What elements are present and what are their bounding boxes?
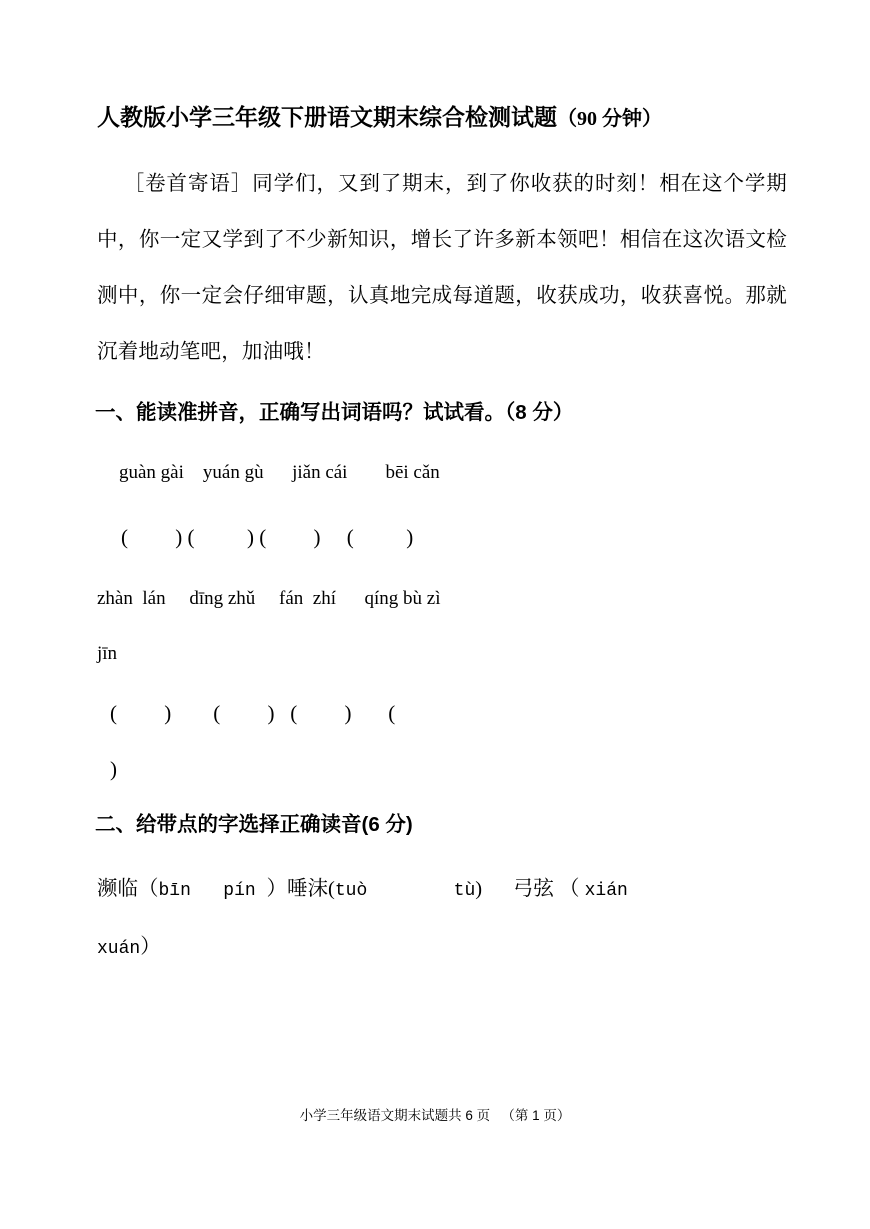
- page-title-duration: （90 分钟）: [557, 108, 662, 130]
- question-choice-1[interactable]: bīn pín: [158, 881, 267, 901]
- question-word-2: ）唾沫(: [266, 878, 335, 900]
- question-close-paren: ）: [140, 936, 161, 958]
- question-choice-2[interactable]: tuò tù: [334, 881, 476, 901]
- question-choice-3[interactable]: xián: [584, 881, 628, 901]
- question-word-1: 濒临（: [97, 878, 159, 900]
- answer-bracket-row-2[interactable]: ( ) ( ) ( ) (: [110, 701, 396, 725]
- answer-bracket-row-2-wrap[interactable]: ): [110, 757, 117, 781]
- page-title: [97, 0, 787, 134]
- question-word-3: ) 弓弦 （: [475, 878, 585, 900]
- page-title-main: 人教版小学三年级下册语文期末综合检测试题: [97, 105, 557, 130]
- pinyin-row-2-wrap: jīn: [97, 643, 118, 664]
- section-1-heading: 一、能读准拼音，正确写出词语吗？试试看。（8 分）: [95, 401, 574, 424]
- page-content: [97, 0, 787, 964]
- question-row-1[interactable]: [97, 840, 787, 906]
- intro-body: 同学们，又到了期末，到了你收获的时刻！相在这个学期中，你一定又学到了不少新知识，增长了许多新本领吧！相信在这次语文检测中，你一定会仔细审题，认真地完成每道题，收获成功，收获喜悦。那就沉着地动笔吧，加油哦！: [97, 173, 788, 363]
- section-2-heading: 二、给带点的字选择正确读音(6 分): [95, 813, 413, 836]
- intro-paragraph: [97, 134, 787, 380]
- intro-label: ［卷首寄语］: [123, 173, 253, 195]
- pinyin-row-1: guàn gài yuán gù jiǎn cái bēi cǎn: [119, 462, 440, 483]
- question-choice-4[interactable]: xuán: [97, 939, 141, 959]
- page-footer: 小学三年级语文期末试题共 6 页 （第 1 页）: [299, 1108, 571, 1123]
- pinyin-row-2: zhàn lán dīng zhǔ fán zhí qíng bù zì: [97, 588, 441, 609]
- question-row-1-wrap[interactable]: [97, 906, 787, 964]
- answer-bracket-row-1[interactable]: ( ) ( ) ( ) ( ): [121, 525, 414, 549]
